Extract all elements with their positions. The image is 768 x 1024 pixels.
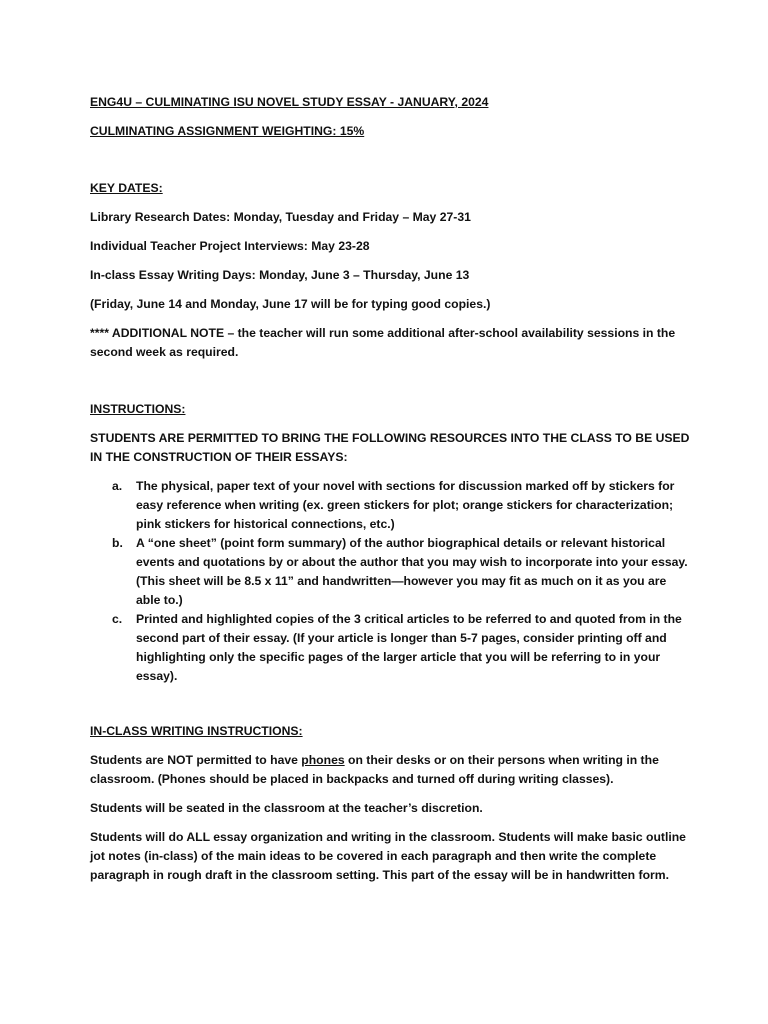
organization-rule: Students will do ALL essay organization and writing in the classroom. Students will make basic outline jot notes (in-class) of the main ideas to be covered in each paragraph and then write the complete paragraph in rough draft in the classroom setting. This part of the essay will be in handwritten form.: [90, 830, 686, 882]
document-title: ENG4U – CULMINATING ISU NOVEL STUDY ESSAY - JANUARY, 2024: [90, 95, 489, 109]
library-research-dates: Library Research Dates: Monday, Tuesday and Friday – May 27-31: [90, 210, 471, 224]
list-item-text: Printed and highlighted copies of the 3 critical articles to be referred to and quoted from in the second part of their essay. (If your article is longer than 5-7 pages, consider printing off and highlighting only the specific pages of the larger article that you will be referring to in your essay).: [136, 612, 682, 683]
phones-rule-start: Students are NOT permitted to have: [90, 753, 302, 767]
typing-days-note: (Friday, June 14 and Monday, June 17 will be for typing good copies.): [90, 297, 491, 311]
resources-list: [90, 477, 690, 686]
list-item: [90, 610, 690, 686]
essay-writing-days: In-class Essay Writing Days: Monday, June 3 – Thursday, June 13: [90, 268, 470, 282]
additional-note: **** ADDITIONAL NOTE – the teacher will run some additional after-school availability sessions in the second week as required.: [90, 326, 676, 359]
instructions-heading: INSTRUCTIONS:: [90, 402, 186, 416]
phones-word: phones: [301, 753, 345, 767]
assignment-weighting: CULMINATING ASSIGNMENT WEIGHTING: 15%: [90, 124, 365, 138]
in-class-heading: IN-CLASS WRITING INSTRUCTIONS:: [90, 724, 303, 738]
key-dates-heading: KEY DATES:: [90, 181, 163, 195]
phones-rule: [90, 751, 690, 789]
list-item: [90, 477, 690, 534]
list-item-text: The physical, paper text of your novel with sections for discussion marked off by stickers for easy reference when writing (ex. green stickers for plot; orange stickers for characterization; pink stickers for historical connections, etc.): [136, 479, 675, 531]
instructions-intro: STUDENTS ARE PERMITTED TO BRING THE FOLLOWING RESOURCES INTO THE CLASS TO BE USED IN THE CONSTRUCTION OF THEIR ESSAYS:: [90, 431, 690, 464]
list-marker: c.: [112, 612, 123, 626]
list-item: [90, 534, 690, 610]
spacer: [90, 372, 690, 400]
spacer: [90, 686, 690, 722]
list-marker: b.: [112, 536, 123, 550]
list-item-text: A “one sheet” (point form summary) of the author biographical details or relevant historical events and quotations by or about the author that you may wish to incorporate into your essay. (This sheet will be 8.5 x 11” and handwritten—however you may fit as much on it as you are able to.): [136, 536, 688, 607]
document-page: [90, 93, 690, 895]
list-marker: a.: [112, 479, 123, 493]
teacher-interviews-dates: Individual Teacher Project Interviews: May 23-28: [90, 239, 370, 253]
phones-rule-end: on their desks or on their persons when writing in the classroom. (Phones should be placed in backpacks and turned off during writing classes).: [90, 753, 659, 786]
seating-rule: Students will be seated in the classroom at the teacher’s discretion.: [90, 801, 483, 815]
spacer: [90, 151, 690, 179]
